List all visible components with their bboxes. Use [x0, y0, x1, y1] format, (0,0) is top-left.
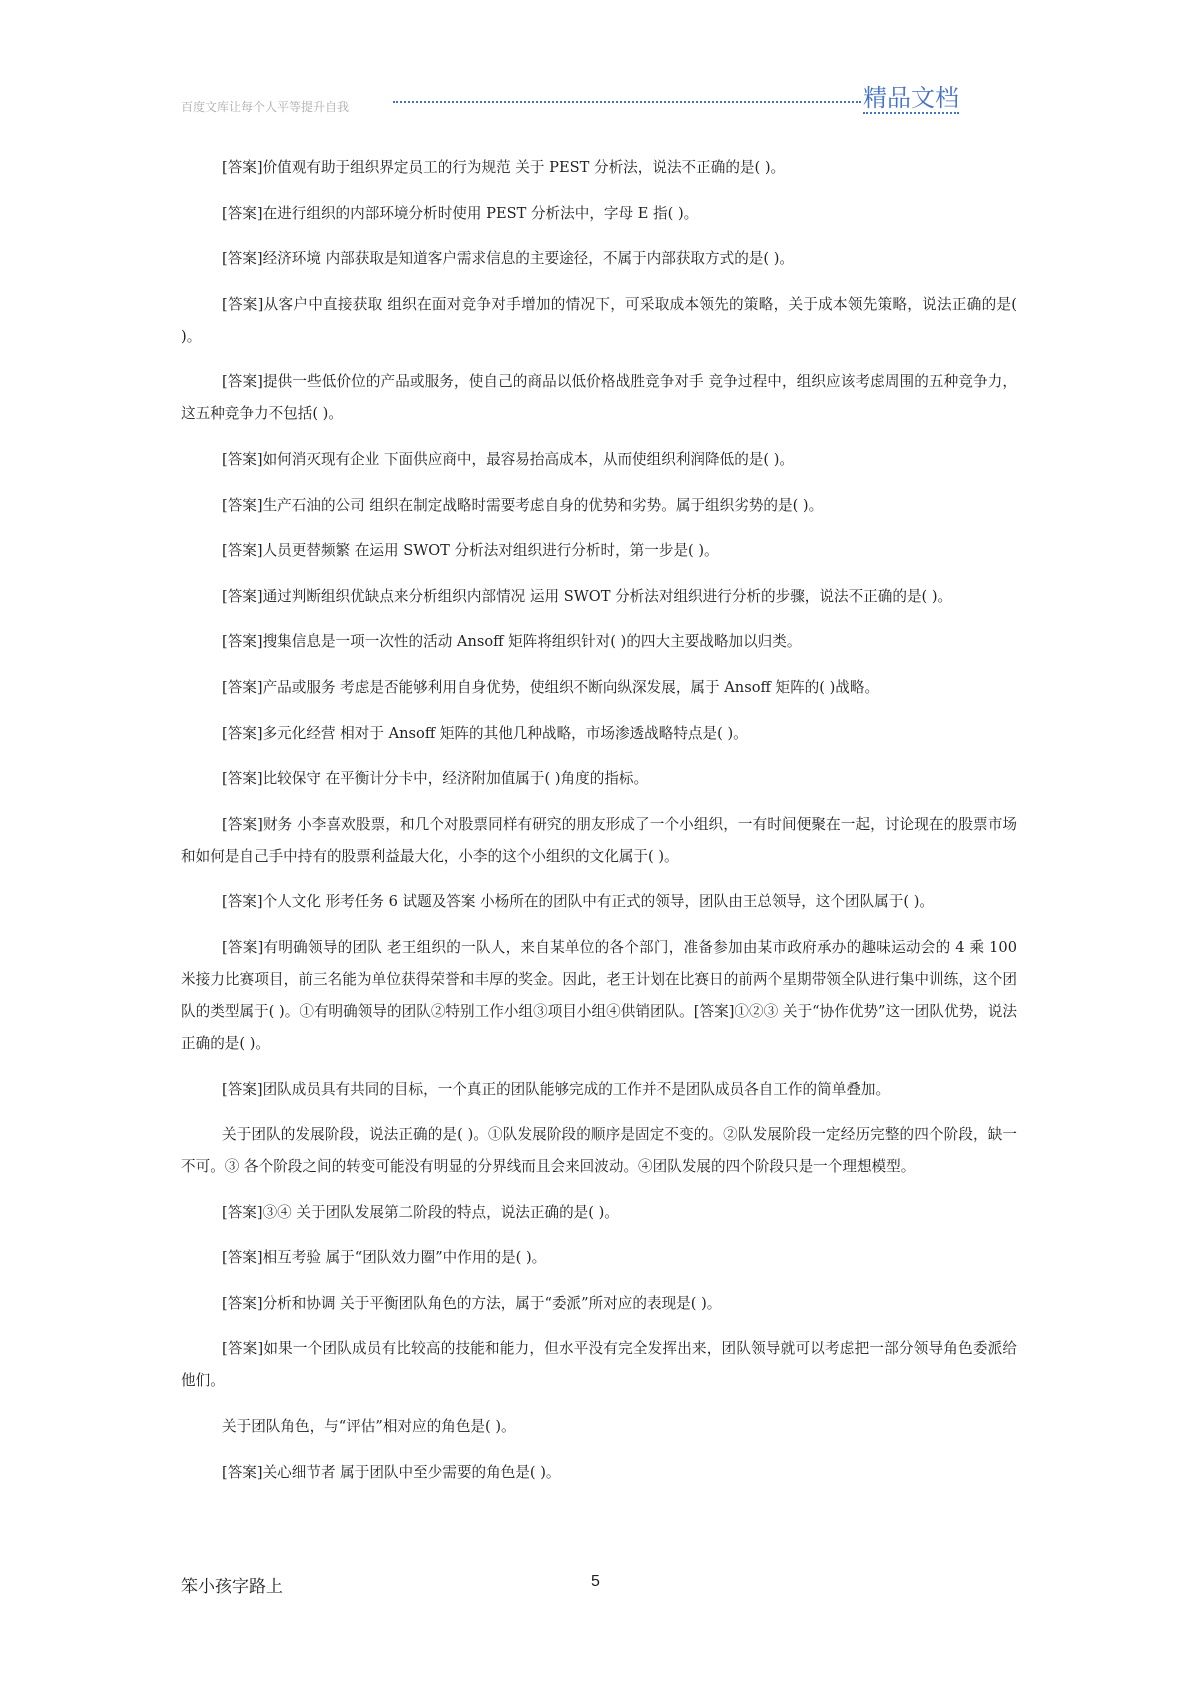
paragraph: [答案]人员更替频繁 在运用 SWOT 分析法对组织进行分析时，第一步是( )。 — [222, 542, 719, 560]
page-header — [181, 84, 961, 120]
footer-left-text: 笨小孩字路上 — [181, 1577, 283, 1597]
paragraph: [答案]如何消灭现有企业 下面供应商中，最容易抬高成本，从而使组织利润降低的是( )。 — [222, 450, 795, 468]
paragraph: [答案]分析和协调 关于平衡团队角色的方法，属于“委派”所对应的表现是( )。 — [222, 1294, 722, 1312]
header-dotted-rule — [393, 101, 861, 103]
paragraph: [答案]比较保守 在平衡计分卡中，经济附加值属于( )角度的指标。 — [222, 770, 649, 788]
paragraph: [答案]提供一些低价位的产品或服务，使自己的商品以低价格战胜竞争对手 竞争过程中，组织应该考虑周围的五种竞争力，这五种竞争力不包括( )。 — [181, 373, 1017, 423]
page-number: 5 — [591, 1573, 600, 1590]
paragraph: [答案]个人文化 形考任务 6 试题及答案 小杨所在的团队中有正式的领导，团队由王总领导，这个团队属于( )。 — [222, 893, 934, 911]
paragraph: [答案]价值观有助于组织界定员工的行为规范 关于 PEST 分析法，说法不正确的是( )。 — [222, 159, 786, 176]
paragraph: [答案]产品或服务 考虑是否能够利用自身优势，使组织不断向纵深发展，属于 Ansoff 矩阵的( )战略。 — [222, 678, 880, 696]
header-left-text: 百度文库让每个人平等提升自我 — [181, 100, 350, 114]
paragraph: [答案]相互考验 属于“团队效力圈”中作用的是( )。 — [222, 1249, 547, 1267]
paragraph: [答案]经济环境 内部获取是知道客户需求信息的主要途径，不属于内部获取方式的是( )。 — [222, 250, 795, 268]
paragraph: [答案]多元化经营 相对于 Ansoff 矩阵的其他几种战略，市场渗透战略特点是( )。 — [222, 724, 748, 742]
paragraph: 关于团队的发展阶段，说法正确的是( )。①队发展阶段的顺序是固定不变的。②队发展阶段一定经历完整的四个阶段，缺一不可。③ 各个阶段之间的转变可能没有明显的分界线而且会来回波动。④团队发展的四个阶段只是一个理想模型。 — [181, 1126, 1017, 1176]
document-body — [181, 152, 1017, 1502]
paragraph: 关于团队角色，与“评估”相对应的角色是( )。 — [222, 1418, 516, 1436]
paragraph: [答案]生产石油的公司 组织在制定战略时需要考虑自身的优势和劣势。属于组织劣势的是( )。 — [222, 496, 824, 514]
paragraph: [答案]有明确领导的团队 老王组织的一队人，来自某单位的各个部门，准备参加由某市政府承办的趣味运动会的 4 乘 100 米接力比赛项目，前三名能为单位获得荣誉和丰厚的奖金。因此，老王计划在比赛日的前两个星期带领全队进行集中训练，这个团队的类型属于( )。①有明确领导的团队②特别工作小组③项目小组④供销团队。[答案]①②③ 关于“协作优势”这一团队优势，说法正确的是( )。 — [181, 938, 1017, 1052]
paragraph: [答案]如果一个团队成员有比较高的技能和能力，但水平没有完全发挥出来，团队领导就可以考虑把一部分领导角色委派给他们。 — [181, 1340, 1017, 1390]
paragraph: [答案]在进行组织的内部环境分析时使用 PEST 分析法中，字母 E 指( )。 — [222, 204, 699, 222]
paragraph: [答案]从客户中直接获取 组织在面对竞争对手增加的情况下，可采取成本领先的策略，关于成本领先策略，说法正确的是( )。 — [181, 295, 1017, 345]
paragraph: [答案]搜集信息是一项一次性的活动 Ansoff 矩阵将组织针对( )的四大主要战略加以归类。 — [222, 633, 802, 651]
paragraph: [答案]财务 小李喜欢股票，和几个对股票同样有研究的朋友形成了一个小组织，一有时间便聚在一起，讨论现在的股票市场和如何是自己手中持有的股票利益最大化，小李的这个小组织的文化属于( )。 — [181, 815, 1017, 865]
paragraph: [答案]③④ 关于团队发展第二阶段的特点，说法正确的是( )。 — [222, 1203, 619, 1221]
paragraph: [答案]关心细节者 属于团队中至少需要的角色是( )。 — [222, 1463, 561, 1481]
paragraph: [答案]通过判断组织优缺点来分析组织内部情况 运用 SWOT 分析法对组织进行分析的步骤，说法不正确的是( )。 — [222, 587, 953, 605]
paragraph: [答案]团队成员具有共同的目标，一个真正的团队能够完成的工作并不是团队成员各自工作的简单叠加。 — [222, 1080, 891, 1098]
header-right-text: 精品文档 — [863, 84, 959, 112]
